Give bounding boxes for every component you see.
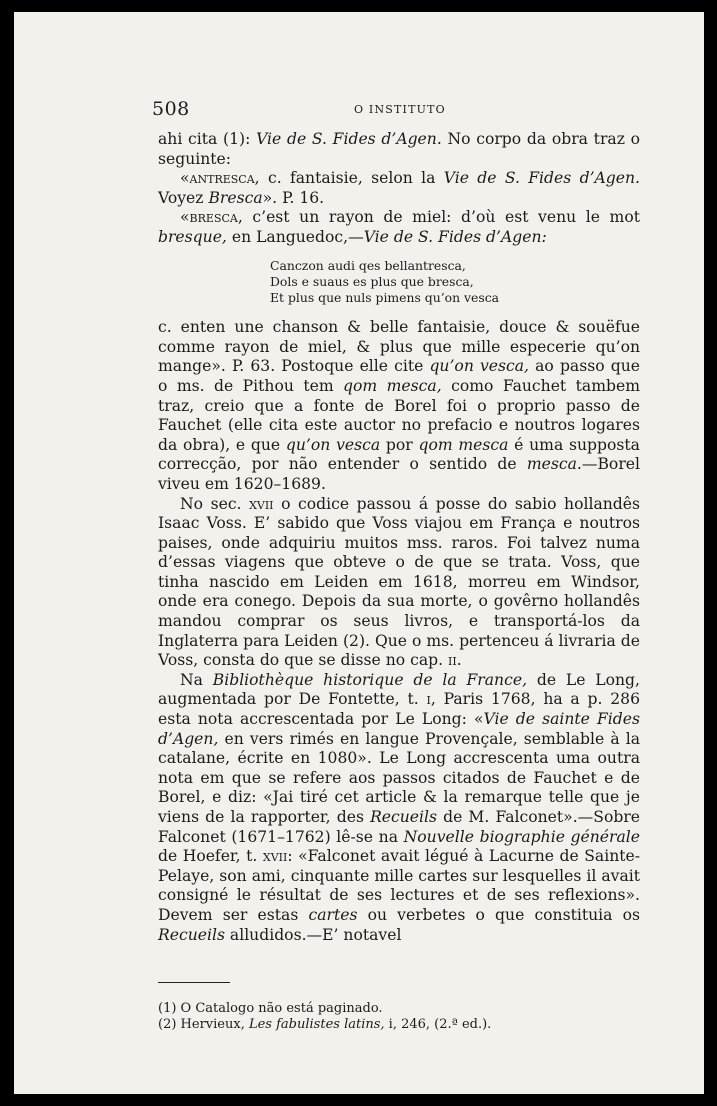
running-head bbox=[152, 98, 640, 122]
verse-line: Et plus que nuls pimens qu’on vesca bbox=[270, 289, 500, 305]
verse-line: Canczon audi qes bellantresca, bbox=[270, 257, 466, 273]
body-text bbox=[158, 130, 640, 945]
entry-antresca: «antresca, c. fantaisie, selon la Vie de S. Fides d’Agen. Voyez Bresca». P. 16. bbox=[158, 169, 640, 207]
paragraph-6: Na Bibliothèque historique de la France, de Le Long, augmentada por De Fontette, t. i, Paris 1768, ha a p. 286 esta nota accrescentada por Le Long: «Vie de sainte Fides d’Agen, en vers rimés en langue Provençale, semblable à la catalane, écrite en 1080». Le Long accrescenta uma outra nota em que se refere aos passos citados de Fauchet e de Borel, e diz: «Jai tiré cet article & la remarque telle que je viens de la rapporter, des Recueils de M. Falconet».—Sobre Falconet (1671–1762) lê-se na Nouvelle biographie générale de Hoefer, t. xvii: «Falconet avait légué à Lacurne de Sainte-Pelaye, son ami, cinquante mille cartes sur lesquelles il avait consigné le résultat de ses lectures et de ses reflexions». Devem ser estas cartes ou verbetes o que constituia os Recueils alludidos.—E’ notavel bbox=[158, 670, 641, 944]
paragraph-5: No sec. xvii o codice passou á posse do sabio hollandês Isaac Voss. E’ sabido que Voss viajou em França e noutros paises, onde adquiriu muitos mss. raros. Foi talvez numa d’essas viagens que obteve o de que se trata. Voss, que tinha nascido em Leiden em 1618, morreu em Windsor, onde era conego. Depois da sua morte, o govêrno hollandês mandou comprar os seus livros, e transportá-los da Inglaterra para Leiden (2). Que o ms. pertenceu á livraria de Voss, consta do que se disse no cap. ii. bbox=[158, 494, 640, 670]
footnote-rule bbox=[158, 982, 230, 983]
footnote-2: (2) Hervieux, Les fabulistes latins, i, 246, (2.ª ed.). bbox=[158, 1017, 492, 1033]
footnotes bbox=[158, 1001, 640, 1033]
entry-bresca: «bresca, c’est un rayon de miel: d’où est venu le mot bresque, en Languedoc,—Vie de S. Fides d’Agen: bbox=[158, 208, 640, 246]
footnote-1: (1) O Catalogo não está paginado. bbox=[158, 1001, 383, 1017]
page-number: 508 bbox=[152, 98, 190, 120]
verse-quotation bbox=[270, 258, 640, 307]
paragraph-1: ahi cita (1): Vie de S. Fides d’Agen. No corpo da obra traz o seguinte: bbox=[158, 130, 640, 168]
running-title: O INSTITUTO bbox=[354, 103, 446, 116]
page-content bbox=[152, 98, 641, 1033]
book-page bbox=[14, 12, 704, 1094]
verse-line: Dols e suaus es plus que bresca, bbox=[270, 273, 474, 289]
paragraph-4: c. enten une chanson & belle fantaisie, douce & souëfue comme rayon de miel, & plus que mille especerie qu’on mange». P. 63. Postoque elle cite qu’on vesca, ao passo que o ms. de Pithou tem qom mesca, como Fauchet tambem traz, creio que a fonte de Borel foi o proprio passo de Fauchet (elle cita este auctor no prefacio e noutros logares da obra), e que qu’on vesca por qom mesca é uma supposta correcção, por não entender o sentido de mesca.—Borel viveu em 1620–1689. bbox=[158, 318, 640, 493]
